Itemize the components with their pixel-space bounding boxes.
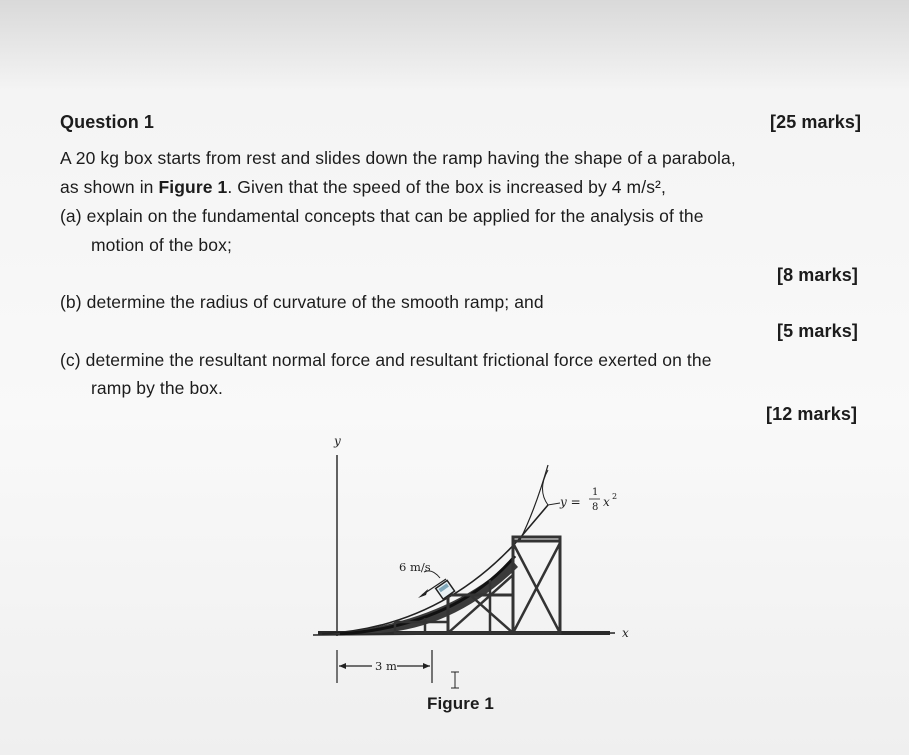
x-axis-label: x [622, 626, 629, 640]
part-a-line-2: motion of the box; [91, 235, 232, 255]
y-axis-label: y [334, 434, 341, 448]
dimension-arrow-left [339, 663, 346, 669]
equation-exponent: 2 [612, 492, 618, 501]
part-b-line-1: (b) determine the radius of curvature of the smooth ramp; and [60, 292, 544, 312]
equation-denominator: 8 [592, 502, 599, 513]
equation-numerator: 1 [592, 487, 599, 498]
intro-line-2-b: . Given that the speed of the box is increased by 4 m/s², [227, 177, 666, 197]
velocity-arrow-head [418, 589, 428, 598]
speed-label: 6 m/s [399, 560, 431, 574]
part-c-line-2: ramp by the box. [91, 378, 223, 398]
distance-label: 3 m [375, 659, 397, 673]
part-a-marks: [8 marks] [777, 265, 858, 285]
total-marks: [25 marks] [770, 112, 862, 132]
question-title: Question 1 [60, 112, 155, 132]
part-c-line-1: (c) determine the resultant normal force and resultant frictional force exerted on the [60, 350, 712, 370]
part-b-marks: [5 marks] [777, 321, 858, 341]
intro-line-2-a: as shown in [60, 177, 159, 197]
mid-brace-2 [470, 595, 513, 633]
dimension-arrow-right [423, 663, 430, 669]
parabola-extension [520, 465, 548, 540]
figure-caption: Figure 1 [427, 694, 494, 713]
figure-reference: Figure 1 [158, 177, 228, 197]
part-a-line-1: (a) explain on the fundamental concepts that can be applied for the analysis of the [60, 206, 704, 226]
equation-lhs: y = [560, 495, 581, 509]
equation-leader [543, 470, 561, 505]
part-c-marks: [12 marks] [766, 404, 858, 424]
distance-marker [451, 672, 459, 688]
equation-x: x [603, 495, 610, 509]
intro-line-1: A 20 kg box starts from rest and slides down the ramp having the shape of a parabola, [60, 148, 736, 168]
